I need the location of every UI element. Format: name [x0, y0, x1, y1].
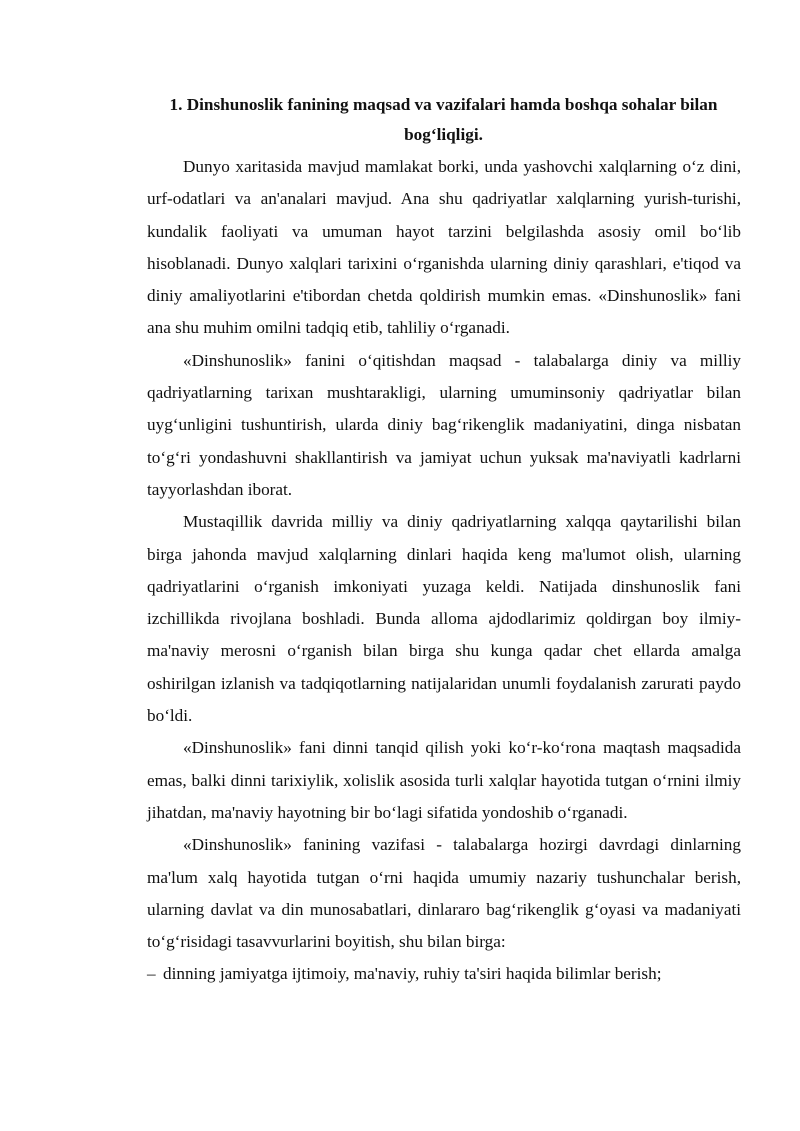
paragraph: Mustaqillik davrida milliy va diniy qadriyatlarning xalqqa qaytarilishi bilan birga jahonda mavjud xalqlarning dinlari haqida keng ma'lumot olish, ularning qadriyatlarini o‘rganish imkoniyati yuzaga keldi. Natijada dinshunoslik fani izchillikda rivojlana boshladi. Bunda alloma ajdodlarimiz qoldirgan boy ilmiy-ma'naviy merosni o‘rganish bilan birga shu kunga qadar chet ellarda amalga oshirilgan izlanish va tadqiqotlarning natijalaridan unumli foydalanish zarurati paydo bo‘ldi.: [147, 512, 741, 726]
list-marker: –: [147, 964, 156, 984]
paragraph: «Dinshunoslik» fanining vazifasi - talabalarga hozirgi davrdagi dinlarning ma'lum xalq hayotida tutgan o‘rni haqida umumiy nazariy tushunchalar berish, ularning davlat va din munosabatlari, dinlararo bag‘rikenglik g‘oyasi va madaniyati to‘g‘risidagi tasavvurlarini boyitish, shu bilan birga:: [147, 835, 741, 952]
document-body: [147, 151, 741, 991]
paragraph: «Dinshunoslik» fanini o‘qitishdan maqsad - talabalarga diniy va milliy qadriyatlarning tarixan mushtarakligi, ularning umuminsoniy qadriyatlar bilan uyg‘unligini tushuntirish, ularda diniy bag‘rikenglik madaniyatini, dinga nisbatan to‘g‘ri yondashuvni shakllantirish va jamiyat uchun yuksak ma'naviyatli kadrlarni tayyorlashdan iborat.: [147, 350, 741, 499]
paragraph: «Dinshunoslik» fani dinni tanqid qilish yoki ko‘r-ko‘rona maqtash maqsadida emas, balki dinni tarixiylik, xolislik asosida turli xalqlar hayotida tutgan o‘rnini ilmiy jihatdan, ma'naviy hayotning bir bo‘lagi sifatida yondoshib o‘rganadi.: [147, 738, 741, 822]
list-item: [147, 958, 741, 990]
section-title: 1. Dinshunoslik fanining maqsad va vazifalari hamda boshqa sohalar bilan bog‘liqligi.: [169, 95, 718, 144]
list-item-text: dinning jamiyatga ijtimoiy, ma'naviy, ruhiy ta'siri haqida bilimlar berish;: [163, 964, 662, 984]
paragraph: Dunyo xaritasida mavjud mamlakat borki, unda yashovchi xalqlarning o‘z dini, urf-odatlari va an'analari mavjud. Ana shu qadriyatlar xalqlarning yurish-turishi, kundalik faoliyati va umuman hayot tarzini belgilashda asosiy omil bo‘lib hisoblanadi. Dunyo xalqlari tarixini o‘rganishda ularning diniy qarashlari, e'tiqod va diniy amaliyotlarini e'tibordan chetda qoldirish mumkin emas. «Dinshunoslik» fani ana shu muhim omilni tadqiq etib, tahliliy o‘rganadi.: [147, 157, 741, 338]
